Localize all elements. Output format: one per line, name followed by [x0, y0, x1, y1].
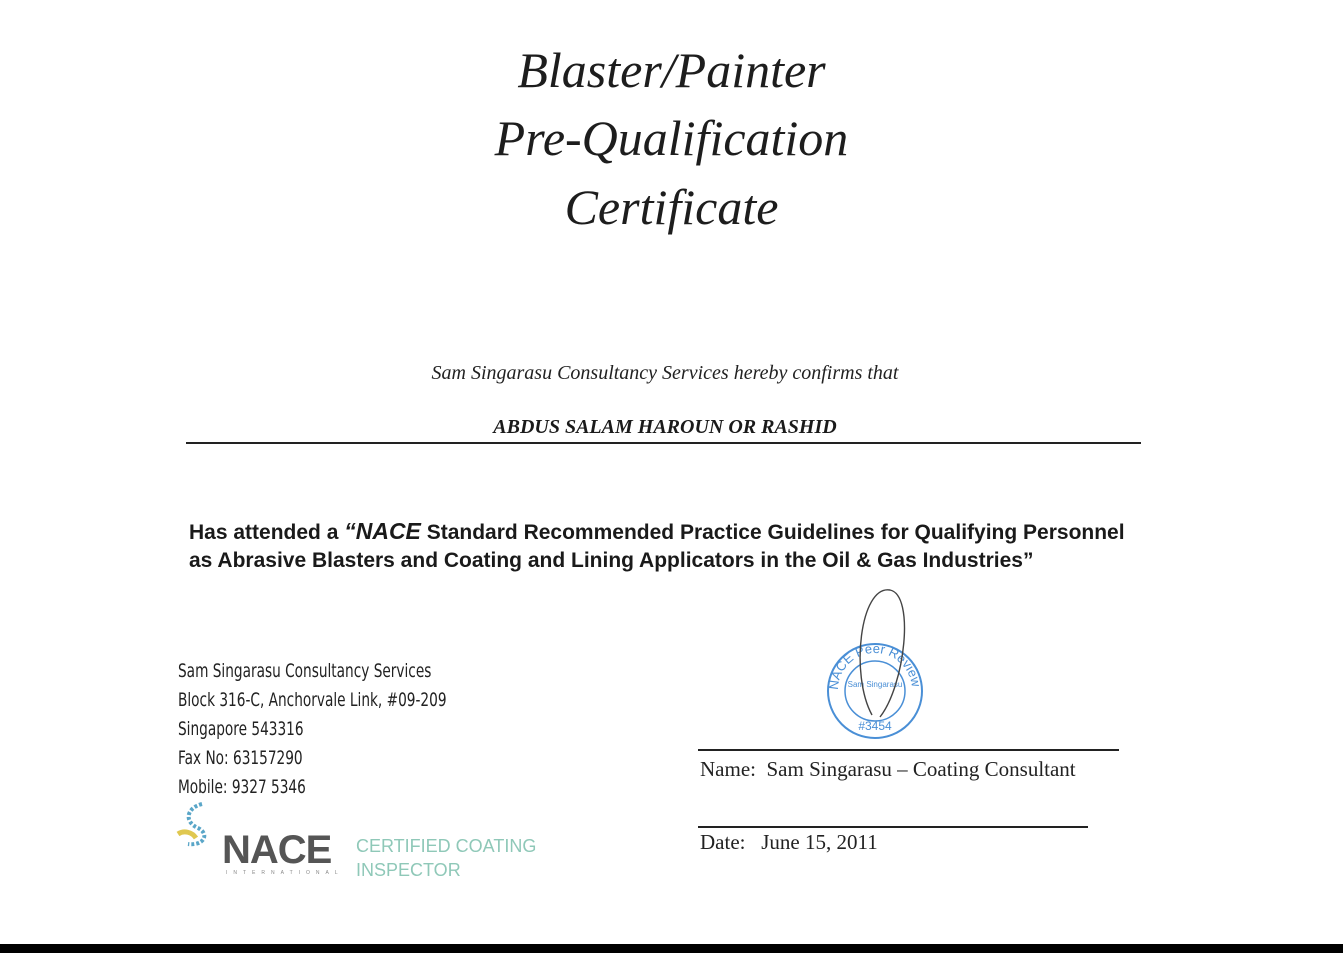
title-line-3: Certificate — [564, 179, 779, 235]
nace-logo-text: NACE — [222, 828, 332, 872]
confirm-text: Sam Singarasu Consultancy Services hereby confirms that — [431, 362, 899, 384]
address-block — [178, 657, 447, 802]
stamp-ring-text: NACE Peer Review — [825, 640, 924, 691]
attendance-statement — [189, 518, 1149, 574]
address-line: Sam Singarasu Consultancy Services — [178, 660, 432, 682]
date-value: June 15, 2011 — [761, 830, 878, 854]
nace-logo-icon — [174, 800, 224, 850]
body-nace: “NACE — [344, 518, 421, 544]
title-line-2: Pre-Qualification — [494, 110, 849, 166]
signature-name — [700, 757, 1076, 782]
body-text: Standard Recommended Practice Guidelines for Qualifying Personnel as Abrasive Blasters and Coating and Lining Applicators in the Oil & Gas Industries” — [189, 521, 1125, 572]
address-line: Singapore 543316 — [178, 718, 304, 740]
address-line: Block 316-C, Anchorvale Link, #09-209 — [178, 689, 447, 711]
certified-coating-text: CERTIFIED COATING — [356, 836, 537, 856]
name-underline — [186, 442, 1141, 444]
recipient-name: ABDUS SALAM HAROUN OR RASHID — [493, 416, 837, 438]
name-value: Sam Singarasu – Coating Consultant — [766, 757, 1076, 781]
nace-stamp-icon — [820, 585, 930, 745]
stamp-center-text: Sam Singarasu — [847, 680, 903, 689]
nace-logo-sub: INTERNATIONAL — [226, 870, 344, 876]
bottom-border — [0, 944, 1343, 953]
body-prefix: Has attended a — [189, 521, 345, 544]
title-line-1: Blaster/Painter — [517, 42, 826, 98]
signature-date — [700, 830, 878, 855]
name-label: Name: — [700, 757, 756, 781]
address-line: Mobile: 9327 5346 — [178, 776, 306, 798]
date-label: Date: — [700, 830, 746, 854]
date-signature-line — [698, 826, 1088, 828]
stamp-number: #3454 — [858, 719, 892, 733]
inspector-text: INSPECTOR — [356, 860, 461, 880]
address-line: Fax No: 63157290 — [178, 747, 303, 769]
name-signature-line — [698, 749, 1119, 751]
